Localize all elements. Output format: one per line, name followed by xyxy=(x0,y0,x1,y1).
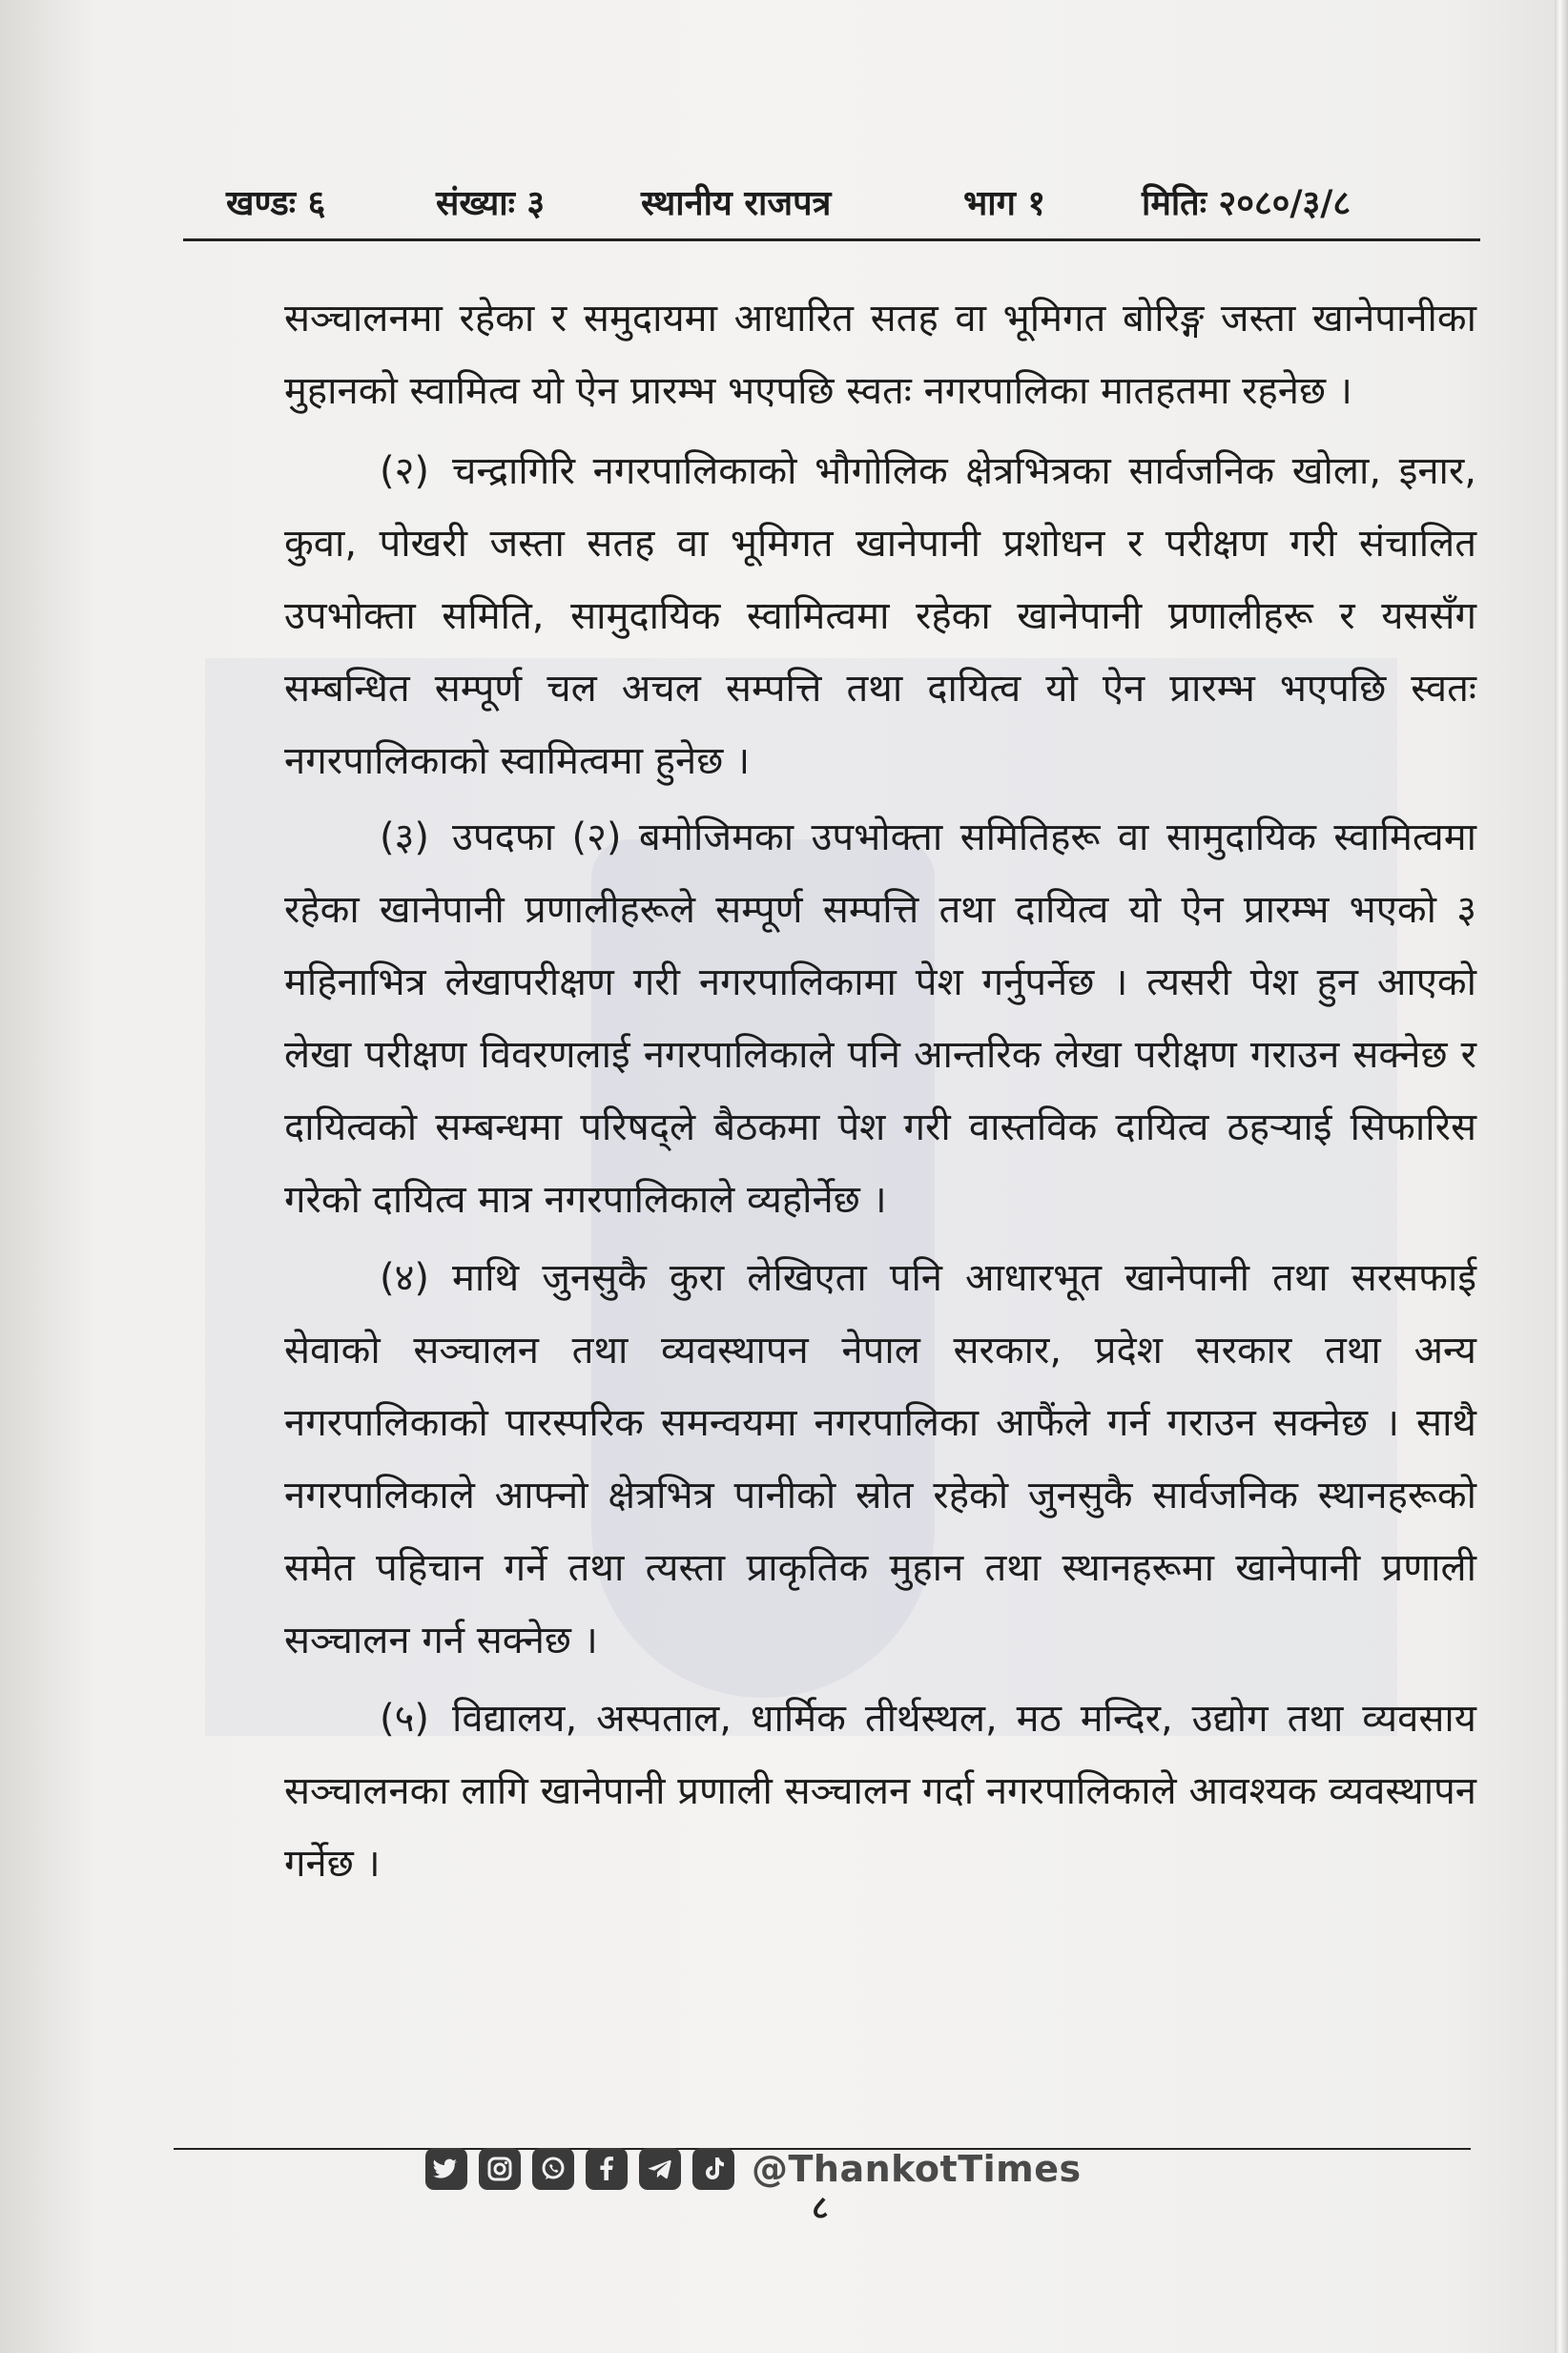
document-body xyxy=(284,282,1476,1900)
page-number: ८ xyxy=(812,2189,829,2227)
paragraph-text: सञ्चालनमा रहेका र समुदायमा आधारित सतह वा भूमिगत बोरिङ्ग जस्ता खानेपानीका मुहानको स्वामित्व यो ऐन प्रारम्भ भएपछि स्वतः नगरपालिका मातहतमा रहनेछ । xyxy=(284,297,1476,413)
twitter-icon xyxy=(425,2148,467,2190)
paragraph-continued xyxy=(284,282,1476,427)
header-issue-number: संख्याः ३ xyxy=(436,183,546,223)
paragraph-2 xyxy=(284,435,1476,797)
paragraph-4 xyxy=(284,1242,1476,1677)
paragraph-number: (३) xyxy=(380,815,430,859)
paragraph-text: चन्द्रागिरि नगरपालिकाको भौगोलिक क्षेत्रभित्रका सार्वजनिक खोला, इनार, कुवा, पोखरी जस्ता सतह वा भूमिगत खानेपानी प्रशोधन र परीक्षण गरी संचालित उपभोक्ता समिति, सामुदायिक स्वामित्वमा रहेका खानेपानी प्रणालीहरू र यससँग सम्बन्धित सम्पूर्ण चल अचल सम्पत्ति तथा दायित्व यो ऐन प्रारम्भ भएपछि स्वतः नगरपालिकाको स्वामित्वमा हुनेछ । xyxy=(284,449,1476,783)
paragraph-number: (५) xyxy=(380,1697,430,1741)
paragraph-5 xyxy=(284,1682,1476,1900)
header-date: मितिः २०८०/३/८ xyxy=(1142,183,1351,223)
facebook-icon xyxy=(586,2148,628,2190)
paragraph-number: (४) xyxy=(380,1256,430,1300)
instagram-icon xyxy=(479,2148,521,2190)
whatsapp-icon xyxy=(532,2148,574,2190)
paragraph-3 xyxy=(284,801,1476,1236)
header-gazette-title: स्थानीय राजपत्र xyxy=(641,183,832,223)
tiktok-icon xyxy=(692,2148,734,2190)
paragraph-text: विद्यालय, अस्पताल, धार्मिक तीर्थस्थल, मठ मन्दिर, उद्योग तथा व्यवसाय सञ्चालनका लागि खानेपानी प्रणाली सञ्चालन गर्दा नगरपालिकाले आवश्यक व्यवस्थापन गर्नेछ । xyxy=(284,1697,1476,1886)
gazette-header xyxy=(183,168,1480,241)
social-handle: @ThankotTimes xyxy=(752,2148,1082,2190)
page-binding-edge xyxy=(1555,0,1568,2353)
social-watermark-bar xyxy=(425,2144,1082,2194)
paragraph-number: (२) xyxy=(380,449,430,493)
telegram-icon xyxy=(639,2148,681,2190)
paragraph-text: माथि जुनसुकै कुरा लेखिएता पनि आधारभूत खानेपानी तथा सरसफाई सेवाको सञ्चालन तथा व्यवस्थापन नेपाल सरकार, प्रदेश सरकार तथा अन्य नगरपालिकाको पारस्परिक समन्वयमा नगरपालिका आफैंले गर्न गराउन सक्नेछ । साथै नगरपालिकाले आफ्नो क्षेत्रभित्र पानीको स्रोत रहेको जुनसुकै सार्वजनिक स्थानहरूको समेत पहिचान गर्ने तथा त्यस्ता प्राकृतिक मुहान तथा स्थानहरूमा खानेपानी प्रणाली सञ्चालन गर्न सक्नेछ । xyxy=(284,1256,1476,1662)
header-volume: खण्डः ६ xyxy=(226,183,326,223)
header-part: भाग १ xyxy=(963,183,1046,223)
paragraph-text: उपदफा (२) बमोजिमका उपभोक्ता समितिहरू वा सामुदायिक स्वामित्वमा रहेका खानेपानी प्रणालीहरूले सम्पूर्ण सम्पत्ति तथा दायित्व यो ऐन प्रारम्भ भएको ३ महिनाभित्र लेखापरीक्षण गरी नगरपालिकामा पेश गर्नुपर्नेछ । त्यसरी पेश हुन आएको लेखा परीक्षण विवरणलाई नगरपालिकाले पनि आन्तरिक लेखा परीक्षण गराउन सक्नेछ र दायित्वको सम्बन्धमा परिषद्ले बैठकमा पेश गरी वास्तविक दायित्व ठहऱ्याई सिफारिस गरेको दायित्व मात्र नगरपालिकाले व्यहोर्नेछ । xyxy=(284,815,1476,1222)
